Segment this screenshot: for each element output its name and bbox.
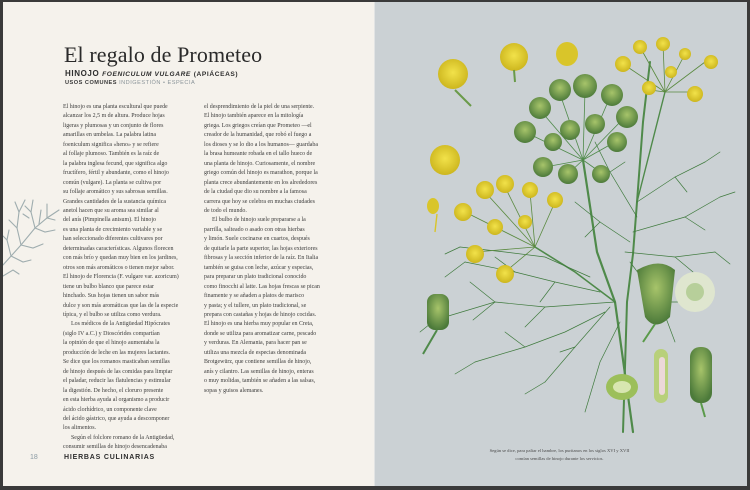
body-text-line: planta crece abundantemente en los alrededores (204, 179, 318, 186)
body-text-line: ligeras y plumosas y un conjunto de flores (63, 122, 164, 129)
body-text-line: El hinojo es una hierba muy popular en Creta, (204, 321, 314, 328)
body-text-line: amarillas en umbelas. La palabra latina (63, 132, 156, 139)
body-text-line: carrera que hoy se celebra en muchas ciudades (204, 198, 315, 205)
body-text-line: consumir semillas de hinojo desencadenaba (63, 444, 167, 451)
body-text-line: han seleccionado diferentes cultivares por (63, 236, 163, 243)
body-text-line: determinadas características. Algunos florecen (63, 245, 174, 252)
body-text-line: griega. Los griegos creían que Prometeo —el (204, 122, 312, 129)
body-text-line: utiliza una mezcla de especias denominada (204, 349, 307, 356)
body-text-line: del ácido gástrico, que ayuda a descomponer (63, 415, 170, 422)
body-text-line: del anís (Pimpinella anisum). El hinojo (63, 217, 157, 224)
body-text-line: la opinión de que el hinojo aumentaba la (63, 340, 160, 347)
body-text-line: ácido clorhídrico, un componente clave (63, 406, 157, 413)
body-column-2 (204, 103, 344, 396)
body-text-line: los alimentos. (63, 425, 96, 432)
plant-heading (65, 69, 238, 78)
page-number: 18 (30, 454, 38, 461)
body-text-line: tiene un bulbo blanco que parece estar (63, 283, 155, 290)
page-title: El regalo de Prometeo (64, 42, 263, 67)
body-text-line: al follaje plumoso. También es la raíz de (63, 151, 160, 158)
body-text-line: otros son más aromáticos o tienen mejor sabor. (63, 264, 175, 271)
plant-family: (APIÁCEAS) (193, 71, 239, 78)
body-text-line: prepara con castañas y hojas de hinojo cocidas. (204, 311, 317, 318)
body-text-line: la digestión. De hecho, el cloruro presente (63, 387, 164, 394)
body-text-line: producción de leche en las mujeres lactantes. (63, 349, 170, 356)
body-text-line: de hinojo después de las comidas para limpiar (63, 368, 173, 375)
body-text-line: su follaje aromático y sus sabrosas semillas. (63, 189, 168, 196)
right-page (374, 2, 748, 486)
body-text-line: o muy molidas, también se añaden a las salsas, (204, 378, 316, 385)
body-text-line: Brotgewürz, que contiene semillas de hinojo, (204, 359, 312, 366)
body-text-line: y limón. Suele cocinarse en cuartos, después (204, 236, 310, 243)
section-name: HIERBAS CULINARIAS (64, 454, 156, 461)
body-text-line: fibrosas y la sección inferior de la raíz. En Italia (204, 255, 319, 262)
body-text-line: es una planta de crecimiento variable y se (63, 226, 163, 233)
body-text-line: el desprendimiento de la piel de una serpiente. (204, 104, 315, 110)
body-text-line: de la ciudad que dio su nombre a la famosa (204, 189, 307, 196)
body-text-line: Los médicos de la Antigüedad Hipócrates (71, 321, 171, 328)
fennel-branch-decoration-icon (3, 190, 63, 280)
body-text-line: Grandes cantidades de la sustancia química (63, 198, 167, 205)
body-column-1 (63, 103, 199, 453)
body-text-line: típica, y el bulbo se utiliza como verdura. (63, 311, 162, 318)
common-uses (65, 80, 195, 86)
body-text-line: donde se utiliza para aromatizar carne, pescado (204, 330, 317, 337)
uses-label: USOS COMUNES (65, 80, 117, 86)
body-text-line: la palabra inglesa fecund, que significa algo (63, 160, 168, 167)
body-text-line: creador de la humanidad, que robó el fuego a (204, 132, 312, 139)
body-text-line: El hinojo es una planta escultural que puede (63, 104, 168, 110)
body-text-line: de quitarle la parte superior, las hojas exteriores (204, 245, 318, 252)
caption-line: comían semillas de hinojo durante los servicios. (515, 455, 604, 461)
body-text-line: de todo el mundo. (204, 207, 247, 214)
body-text-line: también se guisa con leche, azúcar y especias, (204, 264, 314, 271)
body-text-line: anís y cilantro. Las semillas de hinojo, enteras (204, 368, 314, 375)
latin-name: FOENICULUM VULGARE (102, 71, 191, 78)
body-text-line: y verduras. En Alemania, para hacer pan se (204, 340, 307, 347)
body-text-line: común (vulgare). La planta se cultiva por (63, 179, 162, 186)
body-text-line: con más brío y quedan muy bien en los jardines, (63, 255, 178, 262)
body-text-line: una planta de hinojo. Curiosamente, el nombre (204, 160, 316, 167)
body-text-line: en esta hierba ayuda al organismo a producir (63, 397, 170, 404)
body-text-line: fructífero, fértil y abundante, como el hinojo (63, 170, 169, 177)
body-text-line: parrilla, salteado o asado con otras hierbas (204, 226, 305, 233)
body-text-line: la brasa humeante robada en el tallo hueco de (204, 151, 313, 158)
body-text-line: hinchado. Sus hojas tienen un sabor más (63, 293, 160, 300)
body-text-line: el paladar, reducir las flatulencias y estimular (63, 378, 171, 385)
body-text-line: El bulbo de hinojo suele prepararse a la (212, 217, 306, 224)
illustration-caption (435, 447, 685, 462)
left-page (3, 2, 374, 486)
body-text-line: sopas y guisos alemanes. (204, 387, 264, 394)
body-text-line: El hinojo también aparece en la mitología (204, 113, 304, 120)
body-text-line: griego común del hinojo es marathon, porque la (204, 170, 318, 177)
fennel-illustration-icon (375, 2, 748, 442)
body-text-line: alcanzar los 2,5 m de altura. Produce hojas (63, 113, 165, 120)
body-text-line: Según el folclore romano de la Antigüedad, (71, 434, 175, 441)
body-text-line: para preparar un plato tradicional conocido (204, 274, 307, 281)
body-text-line: foeniculum significa «heno» y se refiere (63, 141, 159, 148)
plant-name: HINOJO (65, 69, 100, 78)
body-text-line: dulce y son más aromáticas que las de la especie (63, 302, 179, 309)
body-text-line: como finocchi al latte. Las hojas frescas se pican (204, 283, 320, 290)
body-text-line: Se dice que los romanos masticaban semillas (63, 359, 170, 366)
book-spread (3, 2, 747, 486)
body-text-line: finamente y se añaden a platos de marisco (204, 293, 305, 300)
body-text-line: y pasta; y el tullere, un plato tradicional, se (204, 302, 307, 309)
body-text-line: anetol hacen que su aroma sea similar al (63, 207, 159, 214)
body-text-line: El hinojo de Florencia (F. vulgare var. azoricum) (63, 274, 179, 281)
caption-line: Según se dice, para paliar el hambre, los puritanos en los siglos XVI y XVII (489, 448, 630, 453)
body-text-line: (siglo IV a.C.) y Dioscórides compartían (63, 330, 160, 337)
uses-values: INDIGESTIÓN • ESPECIA (119, 80, 196, 86)
body-text-line: los dioses y se lo dio a los humanos— guardaba (204, 141, 318, 148)
